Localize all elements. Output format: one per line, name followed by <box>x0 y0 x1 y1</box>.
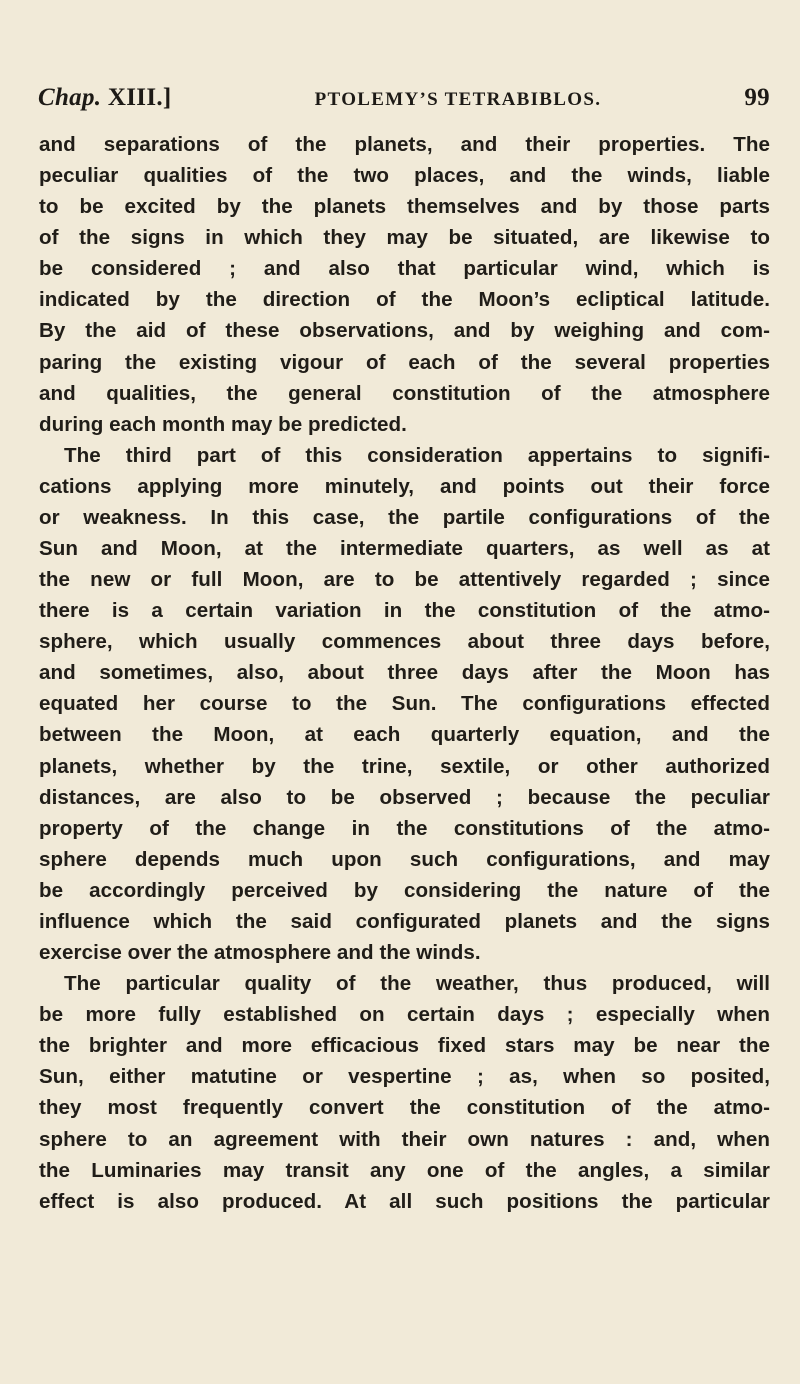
text-line: or weakness. In this case, the partile configurations of the <box>39 505 770 529</box>
text-line: the Luminaries may transit any one of the angles, a similar <box>39 1158 770 1182</box>
text-line: equated her course to the Sun. The configurations effected <box>39 692 770 716</box>
text-line: they most frequently convert the constitution of the atmo- <box>39 1096 770 1120</box>
text-line: during each month may be predicted. <box>39 412 407 436</box>
text-line: The particular quality of the weather, thus produced, will <box>64 972 770 996</box>
text-line: By the aid of these observations, and by weighing and com- <box>39 319 770 343</box>
text-line: Sun, either matutine or vespertine ; as, when so posited, <box>39 1065 770 1089</box>
text-line: the new or full Moon, are to be attentively regarded ; since <box>39 568 770 592</box>
text-line: the brighter and more efficacious fixed stars may be near the <box>39 1034 770 1058</box>
text-line: distances, are also to be observed ; because the peculiar <box>39 785 770 809</box>
text-line: effect is also produced. At all such positions the particular <box>39 1189 770 1213</box>
text-line: sphere to an agreement with their own natures : and, when <box>39 1127 770 1151</box>
text-line: influence which the said configurated planets and the signs <box>39 909 770 933</box>
body-text <box>39 129 770 1217</box>
text-line: to be excited by the planets themselves and by those parts <box>39 195 770 219</box>
text-line: paring the existing vigour of each of the several properties <box>39 350 770 374</box>
running-title: PTOLEMY’S TETRABIBLOS. <box>314 89 602 110</box>
text-line: sphere, which usually commences about three days before, <box>39 630 770 654</box>
text-line: between the Moon, at each quarterly equation, and the <box>39 723 770 747</box>
text-line: The third part of this consideration appertains to signifi- <box>64 443 770 467</box>
text-line: and sometimes, also, about three days after the Moon has <box>39 661 770 685</box>
text-line: peculiar qualities of the two places, and the winds, liable <box>39 164 770 188</box>
page-number: 99 <box>744 84 770 111</box>
chapter-prefix: Chap. <box>38 84 102 111</box>
running-head <box>38 84 772 118</box>
chapter-number: XIII.] <box>107 84 172 111</box>
text-line: indicated by the direction of the Moon’s ecliptical latitude. <box>39 288 770 312</box>
text-line: planets, whether by the trine, sextile, or other authorized <box>39 754 770 778</box>
text-line: Sun and Moon, at the intermediate quarters, as well as at <box>39 537 770 561</box>
text-line: cations applying more minutely, and points out their force <box>39 474 770 498</box>
text-line: of the signs in which they may be situated, are likewise to <box>39 226 770 250</box>
text-line: and qualities, the general constitution of the atmosphere <box>39 381 770 405</box>
text-line: exercise over the atmosphere and the winds. <box>39 941 481 965</box>
text-line: there is a certain variation in the constitution of the atmo- <box>39 599 770 623</box>
text-line: and separations of the planets, and their properties. The <box>39 133 770 156</box>
text-line: sphere depends much upon such configurations, and may <box>39 847 770 871</box>
text-line: be considered ; and also that particular wind, which is <box>39 257 770 281</box>
chapter-reference <box>38 84 172 112</box>
text-line: property of the change in the constitutions of the atmo- <box>39 816 770 840</box>
text-line: be accordingly perceived by considering the nature of the <box>39 878 770 902</box>
text-line: be more fully established on certain days ; especially when <box>39 1003 770 1027</box>
